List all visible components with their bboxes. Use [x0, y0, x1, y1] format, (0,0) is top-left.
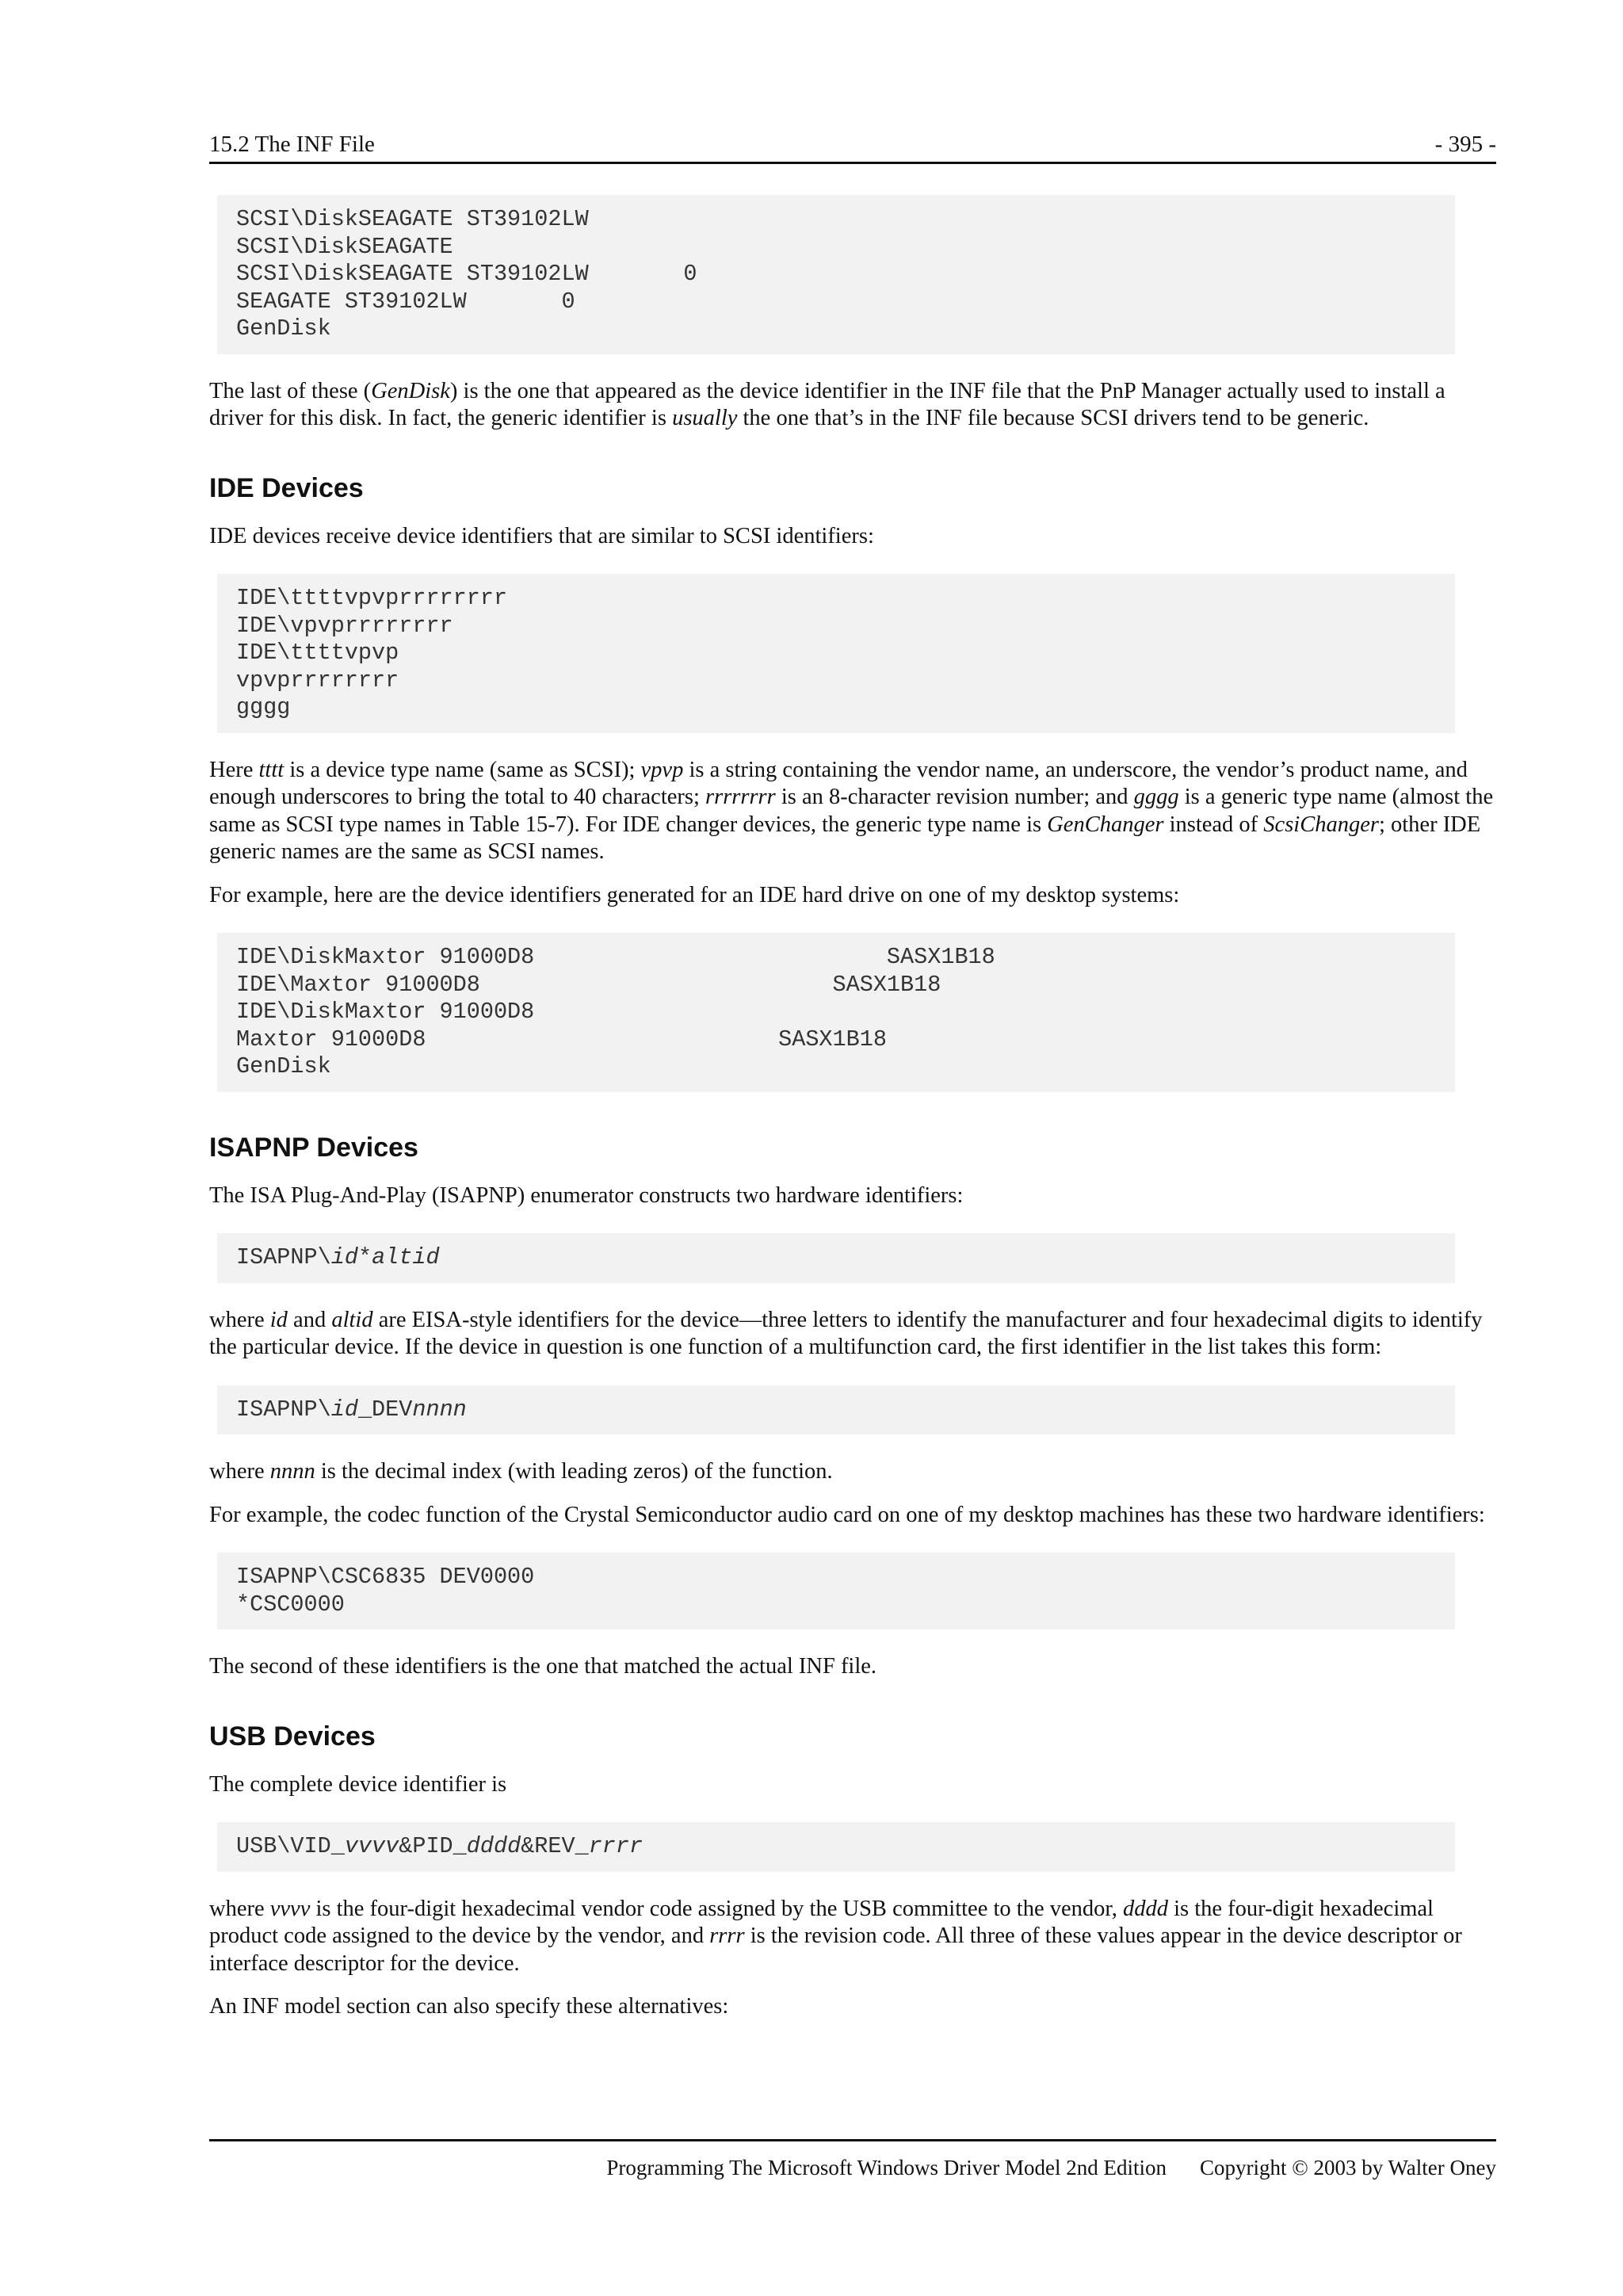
header-section-title: 15.2 The INF File [209, 132, 375, 157]
code-line: IDE\Maxtor 91000D8 SASX1B18 [236, 971, 941, 998]
code-block-isapnp-dev [217, 1385, 1455, 1435]
paragraph-usb-fields: where vvvv is the four-digit hexadecimal vendor code assigned by the USB committee to the vendor, dddd is the four-digit hexadecimal product code assigned to the device by the vendor, and rrrr is the revision code. All three of these values appear in the device descriptor or interface descriptor for the device. [209, 1896, 1462, 1976]
paragraph-usb-alternatives: An INF model section can also specify these alternatives: [209, 1994, 729, 2019]
header-page-number: - 395 - [1434, 132, 1496, 157]
code-line: GenDisk [236, 1053, 331, 1079]
code-block-ide-identifiers [217, 574, 1455, 733]
code-block-usb-id [217, 1822, 1455, 1872]
code-line: ISAPNP\id_DEVnnnn [236, 1396, 467, 1423]
running-header [209, 128, 1496, 164]
heading-isapnp-devices: ISAPNP Devices [209, 1132, 418, 1163]
code-line: IDE\vpvprrrrrrrr [236, 612, 453, 639]
code-block-scsi-identifiers [217, 195, 1455, 354]
code-block-isapnp-id [217, 1233, 1455, 1283]
paragraph-isapnp-intro: The ISA Plug-And-Play (ISAPNP) enumerator constructs two hardware identifiers: [209, 1182, 964, 1208]
paragraph-ide-intro: IDE devices receive device identifiers that are similar to SCSI identifiers: [209, 523, 874, 548]
footer-book-title: Programming The Microsoft Windows Driver Model 2nd Edition [606, 2156, 1167, 2179]
paragraph-ide-example: For example, here are the device identifiers generated for an IDE hard drive on one of my desktop systems: [209, 882, 1180, 907]
heading-usb-devices: USB Devices [209, 1721, 376, 1752]
code-line: IDE\DiskMaxtor 91000D8 SASX1B18 [236, 944, 995, 970]
code-block-isapnp-example [217, 1553, 1455, 1629]
code-line: *CSC0000 [236, 1591, 345, 1618]
page-content [209, 195, 1496, 2021]
heading-ide-devices: IDE Devices [209, 472, 364, 503]
code-line: USB\VID_vvvv&PID_dddd&REV_rrrr [236, 1833, 643, 1859]
paragraph-isapnp-eisa: where id and altid are EISA-style identifiers for the device—three letters to identify the manufacturer and four hexadecimal digits to identify the particular device. If the device in question is one function of a multifunction card, the first identifier in the list takes this form: [209, 1307, 1483, 1359]
code-line: SCSI\DiskSEAGATE [236, 233, 453, 260]
running-footer [209, 2139, 1496, 2179]
footer-copyright: Copyright © 2003 by Walter Oney [1199, 2156, 1496, 2179]
code-line: ISAPNP\id*altid [236, 1244, 440, 1270]
code-line: SCSI\DiskSEAGATE ST39102LW [236, 206, 589, 232]
paragraph-isapnp-example: For example, the codec function of the Crystal Semiconductor audio card on one of my desktop machines has these two hardware identifiers: [209, 1502, 1485, 1527]
paragraph-ide-fields: Here tttt is a device type name (same as SCSI); vpvp is a string containing the vendor name, an underscore, the vendor’s product name, and enough underscores to bring the total to 40 characters; rrrrrrrr is an 8-character revision number; and gggg is a generic type name (almost the same as SCSI type names in Table 15-7). For IDE changer devices, the generic type name is GenChanger instead of ScsiChanger; other IDE generic names are the same as SCSI names. [209, 757, 1494, 864]
code-line: IDE\ttttvpvp [236, 640, 399, 666]
paragraph-isapnp-match: The second of these identifiers is the one that matched the actual INF file. [209, 1654, 877, 1679]
code-line: IDE\DiskMaxtor 91000D8 [236, 999, 535, 1025]
code-line: vpvprrrrrrrr [236, 667, 399, 693]
code-line: IDE\ttttvpvprrrrrrrr [236, 585, 508, 611]
code-line: SCSI\DiskSEAGATE ST39102LW 0 [236, 261, 697, 287]
paragraph-gendisk: The last of these (GenDisk) is the one that appeared as the device identifier in the INF file that the PnP Manager actually used to install a driver for this disk. In fact, the generic identifier is usually the one that’s in the INF file because SCSI drivers tend to be generic. [209, 378, 1445, 430]
paragraph-isapnp-index: where nnnn is the decimal index (with leading zeros) of the function. [209, 1459, 833, 1484]
code-line: SEAGATE ST39102LW 0 [236, 288, 575, 315]
code-block-ide-example [217, 933, 1455, 1092]
code-line: gggg [236, 694, 291, 720]
paragraph-usb-intro: The complete device identifier is [209, 1771, 507, 1797]
code-line: Maxtor 91000D8 SASX1B18 [236, 1026, 887, 1052]
code-line: ISAPNP\CSC6835 DEV0000 [236, 1564, 535, 1590]
code-line: GenDisk [236, 315, 331, 342]
